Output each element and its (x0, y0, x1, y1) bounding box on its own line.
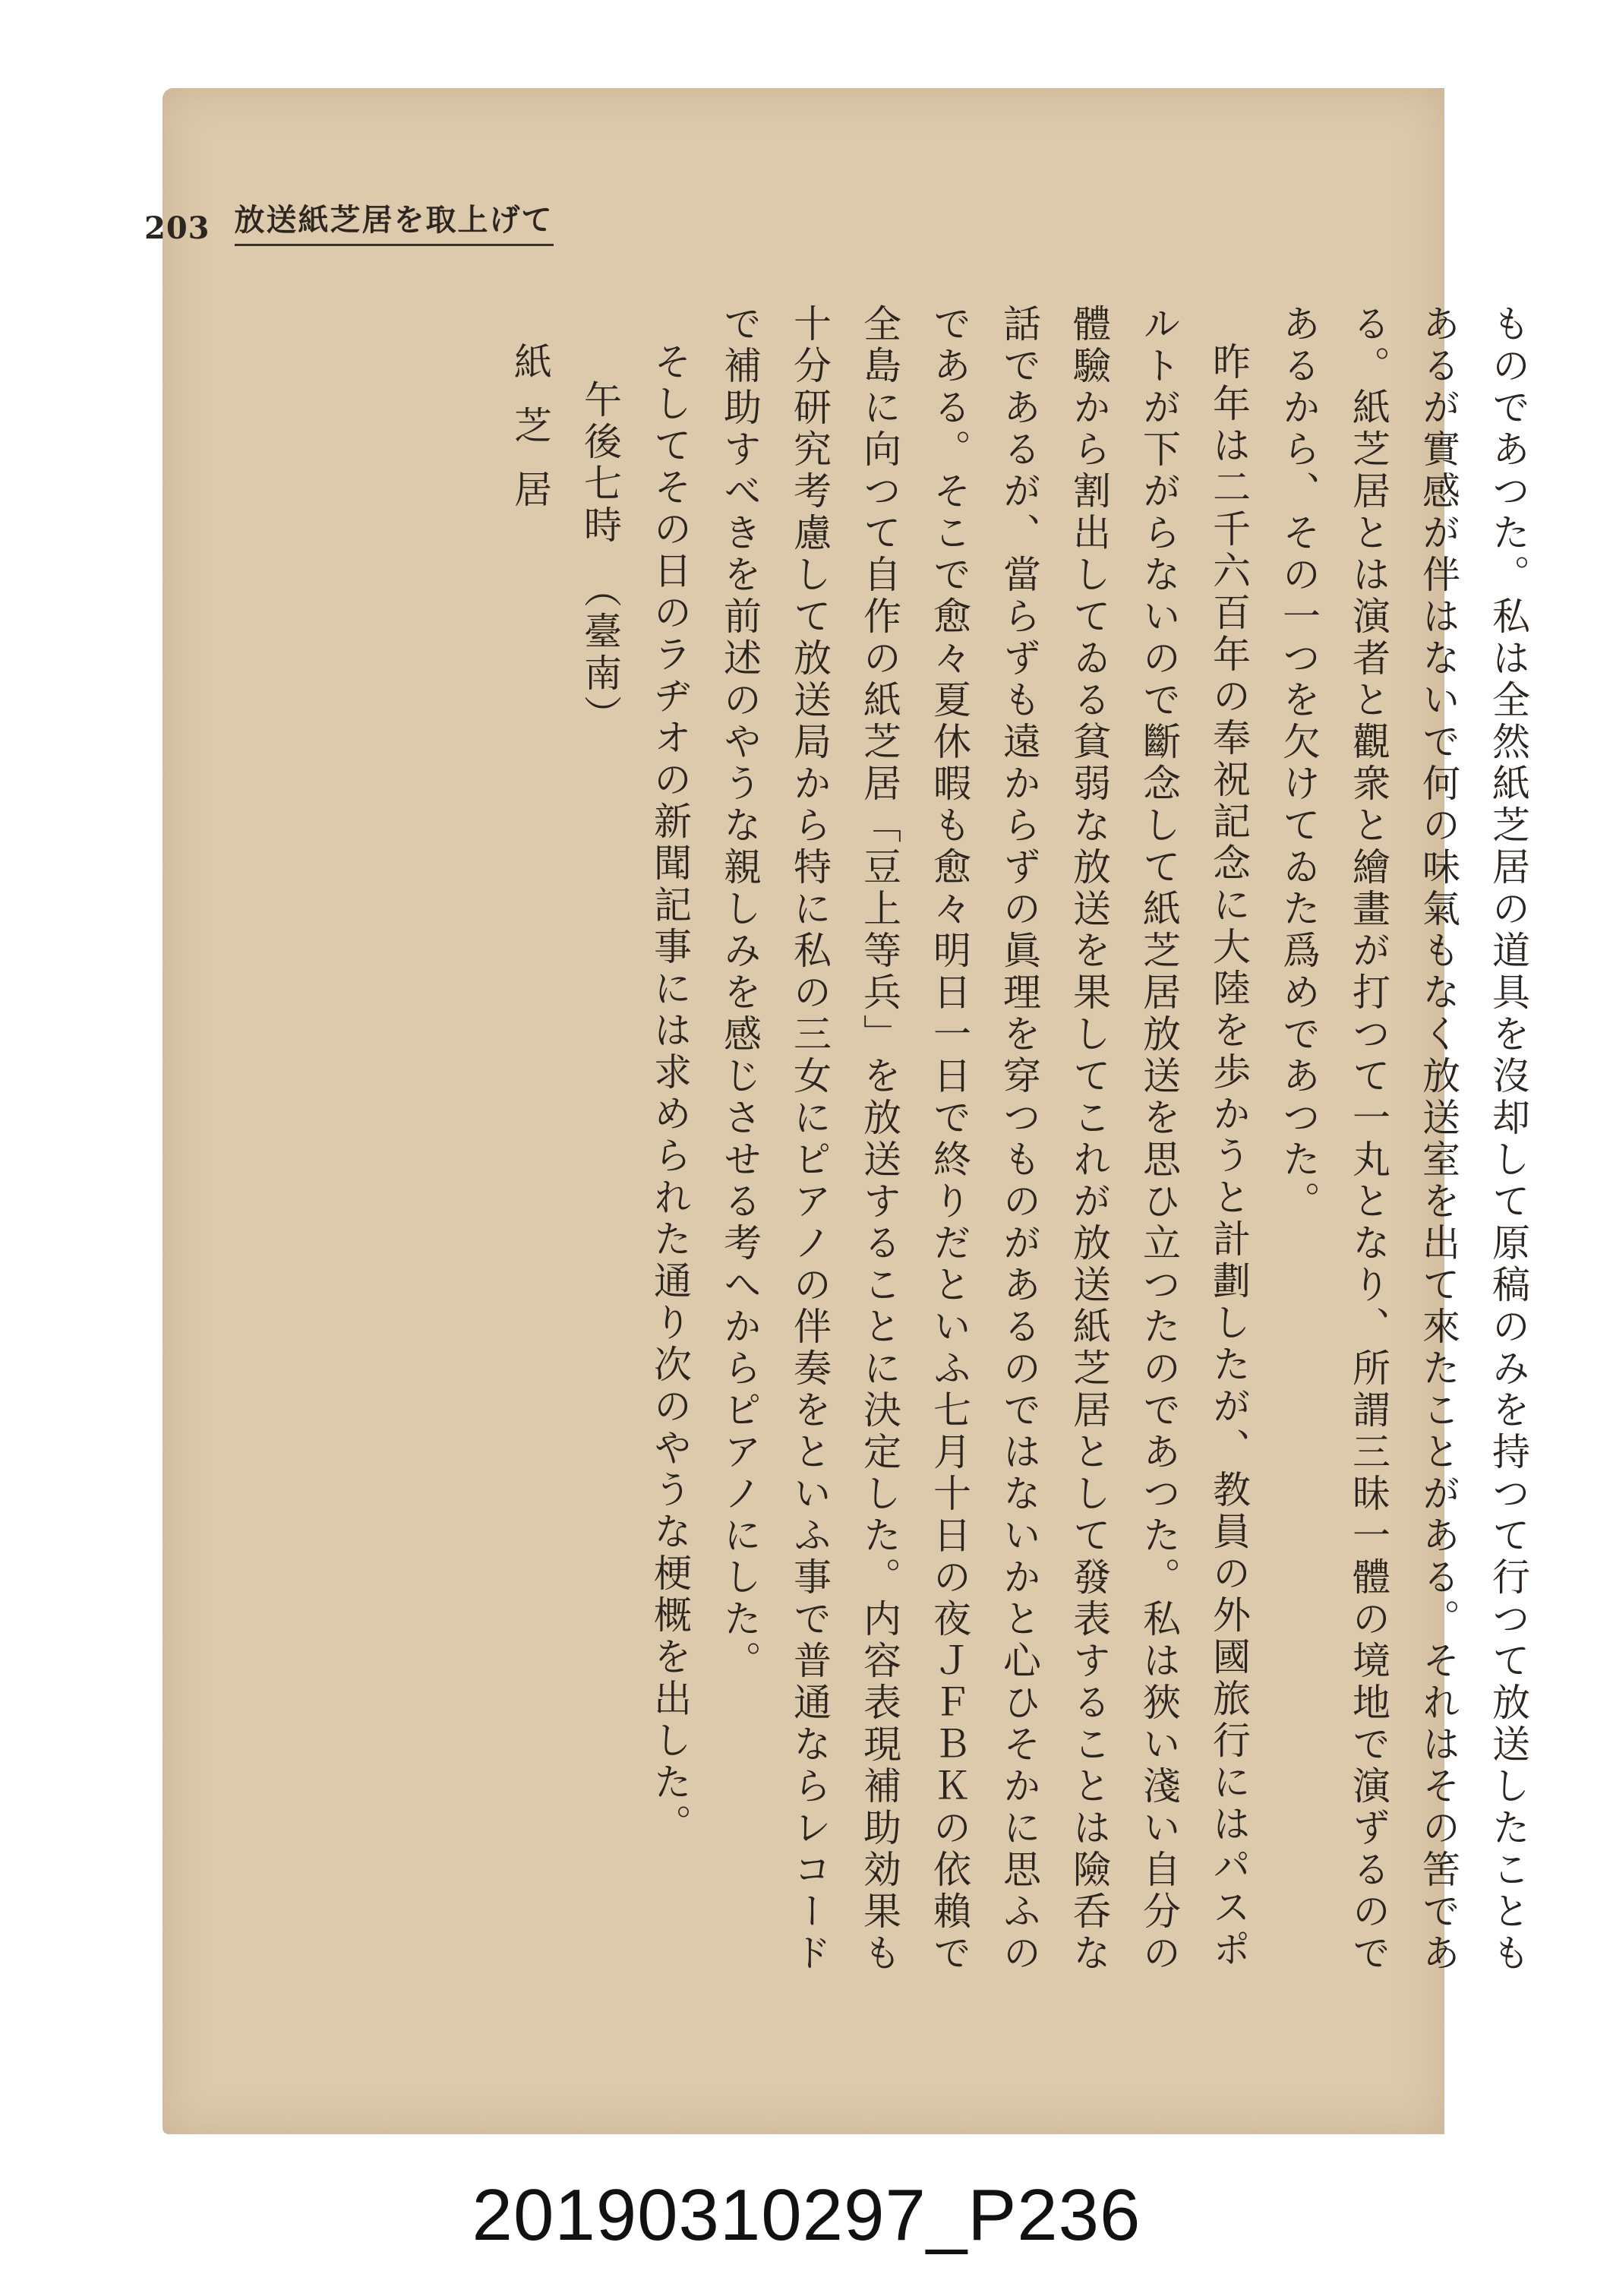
page-number: 203 (144, 210, 210, 246)
paragraph: そしてその日のラヂオの新聞記事には求められた通り次のやうな梗概を出した。 (648, 342, 692, 1846)
page-header (144, 201, 554, 246)
program-title: 紙芝居 (508, 342, 552, 533)
image-caption: 20190310297_P236 (472, 2174, 1141, 2256)
running-head: 放送紙芝居を取上げて (235, 196, 554, 246)
broadcast-place: （臺南） (578, 570, 622, 737)
body-text (495, 304, 1543, 1990)
paragraph: 昨年は二千六百年の奉祝記念に大陸を歩かうと計劃したが、教員の外國旅行にはパスポルトが下がらないので斷念して紙芝居放送を思ひ立つたのであつた。私は狹い淺い自分の體驗から割出してゐる貧弱な放送を果してこれが放送紙芝居として發表することは險呑な話であるが、當らずも遠からずの眞理を穿つものがあるのではないかと心ひそかに思ふのである。そこで愈々夏休暇も愈々明日一日で終りだといふ七月十日の夜ＪＦＢＫの依賴で全島に向つて自作の紙芝居「豆上等兵」を放送することに決定した。内容表現補助効果も十分研究考慮して放送局から特に私の三女にピアノの伴奏をといふ事で普通ならレコードで補助すべきを前述のやうな親しみを感じさせる考へからピアノにした。 (718, 304, 1251, 1975)
paragraph: ものであつた。私は全然紙芝居の道具を沒却して原稿のみを持つて行つて放送したこともあるが實感が伴はないで何の味氣もなく放送室を出て來たことがある。それはその筈である。紙芝居とは演者と觀衆と繪畫が打つて一丸となり、所謂三昧一體の境地で演ずるのであるから、その一つを欠けてゐた爲めであつた。 (1277, 304, 1530, 1975)
broadcast-time-line (565, 304, 635, 1990)
broadcast-time: 午後七時 (578, 380, 622, 547)
